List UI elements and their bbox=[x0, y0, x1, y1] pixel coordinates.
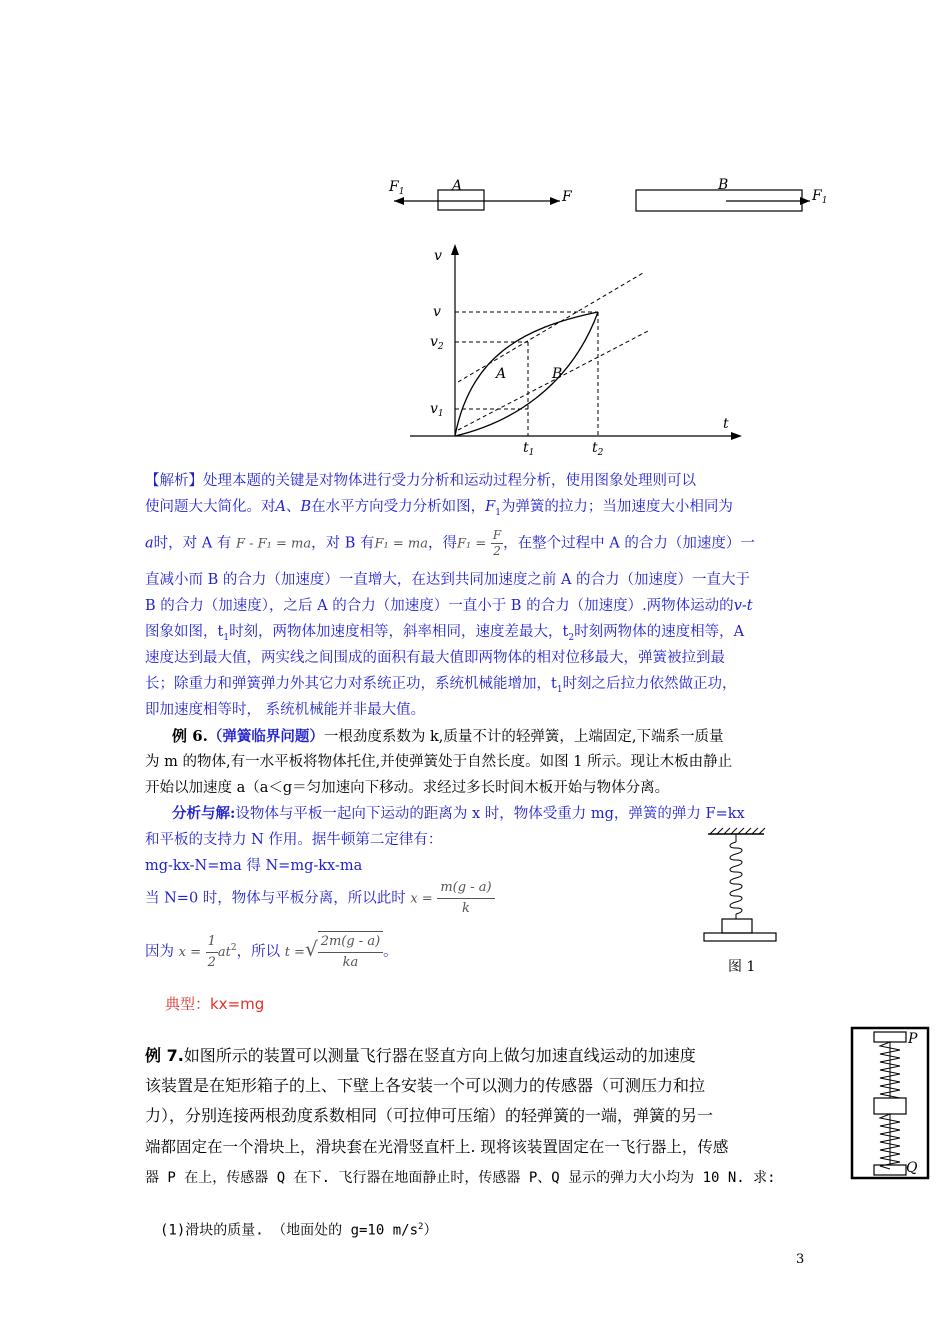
analysis-line-3: a时，对 A 有 F - F₁ = ma，对 B 有F₁ = ma，得F₁ = $\frac{F}{2}$ ，在整个过程中 A 的合力（加速度）一 bbox=[145, 528, 755, 558]
equation-c-fraction: $\frac{F}{2}$ bbox=[492, 528, 502, 558]
example6-sol-5: 因为 x = $\frac{1}{2}$ $at^2$，所以 t =√ $\frac{2m(g - a)}{ka}$ 。 bbox=[145, 931, 398, 973]
force-f1-label-right: $F_1$ bbox=[812, 188, 828, 206]
v-tick-label: v bbox=[433, 304, 441, 320]
example7-question-1: (1)滑块的质量. （地面处的 g=10 $m/s^2$） bbox=[160, 1222, 438, 1239]
example6-line-2: 为 m 的物体,有一水平板将物体托住,并使弹簧处于自然长度。如图 1 所示。现让木板由静止 bbox=[145, 754, 733, 770]
analysis-line-4: 直减小而 B 的合力（加速度）一直增大，在达到共同加速度之前 A 的合力（加速度）一直大于 bbox=[145, 572, 751, 588]
x-axis-label: t bbox=[723, 416, 729, 432]
typical-note: 典型：kx=mg bbox=[165, 995, 265, 1013]
analysis-line-5: B 的合力（加速度），之后 A 的合力（加速度）一直小于 B 的合力（加速度）.两物体运动的v-t bbox=[145, 598, 753, 614]
force-diagram bbox=[380, 170, 840, 220]
analysis-line-6: 图象如图，$t_1$时刻，两物体加速度相等，斜率相同，速度差最大，$t_2$时刻两物体的速度相等，A bbox=[145, 624, 745, 643]
example6-sol-1: 分析与解:设物体与平板一起向下运动的距离为 x 时，物体受重力 mg，弹簧的弹力 F=kx bbox=[172, 805, 745, 822]
sensor-device-figure bbox=[850, 1026, 932, 1182]
analysis-line-8: 长；除重力和弹簧弹力外其它力对系统正功，系统机械能增加，$t_1$时刻之后拉力依然做正功， bbox=[145, 676, 737, 695]
example6-line-3: 开始以加速度 a（a＜g＝匀加速向下移动。求经过多长时间木板开始与物体分离。 bbox=[145, 780, 670, 796]
example6-tag: （弹簧临界问题） bbox=[207, 728, 324, 745]
curve-b-label: B bbox=[552, 366, 563, 382]
analysis-line-2: 使问题大大简化。对A、B在水平方向受力分析如图，$F_1$为弹簧的拉力；当加速度大小相同为 bbox=[145, 499, 733, 518]
box-a-label: A bbox=[452, 178, 463, 194]
analysis-line-7: 速度达到最大值，两实线之间围成的面积有最大值即两物体的相对位移最大，弹簧被拉到最 bbox=[145, 650, 725, 666]
t2-tick-label: $t_2$ bbox=[592, 440, 604, 458]
example7-line-2: 该装置是在矩形箱子的上、下壁上各安装一个可以测力的传感器（可测压力和拉 bbox=[145, 1076, 706, 1095]
force-f1-label-left: $F_1$ bbox=[389, 179, 405, 197]
v1-tick-label: $v_1$ bbox=[430, 401, 444, 419]
example7-line-4: 端都固定在一个滑块上，滑块套在光滑竖直杆上. 现将该装置固定在一飞行器上，传感 bbox=[145, 1138, 729, 1156]
figure-1-caption: 图 1 bbox=[728, 959, 756, 975]
analysis-line-1: 【解析】处理本题的关键是对物体进行受力分析和运动过程分析，使用图象处理则可以 bbox=[145, 473, 696, 489]
example6-label: 例 6. bbox=[172, 727, 208, 745]
vt-graph bbox=[400, 238, 750, 460]
analysis-line-9: 即加速度相等时， 系统机械能并非最大值。 bbox=[145, 702, 426, 718]
equation-c-lhs: F₁ = bbox=[456, 536, 487, 552]
example7-line-1: 例 7.如图所示的装置可以测量飞行器在竖直方向上做匀加速直线运动的加速度 bbox=[145, 1046, 696, 1065]
page-number: 3 bbox=[796, 1252, 805, 1267]
spring-figure-1 bbox=[700, 826, 780, 976]
example7-line-3: 力），分别连接两根劲度系数相同（可拉伸可压缩）的轻弹簧的一端，弹簧的另一 bbox=[145, 1106, 714, 1125]
sensor-q-label: Q bbox=[906, 1160, 918, 1176]
example7-label: 例 7. bbox=[145, 1046, 184, 1065]
force-f-label: F bbox=[562, 189, 572, 205]
y-axis-label: v bbox=[434, 248, 442, 264]
equation-a: F - F₁ = ma bbox=[235, 536, 312, 552]
sensor-p-label: P bbox=[908, 1031, 918, 1047]
example7-line-5: 器 P 在上，传感器 Q 在下. 飞行器在地面静止时，传感器 P、Q 显示的弹力大小均为 10 N. 求: bbox=[145, 1170, 776, 1186]
equation-b: F₁ = ma bbox=[374, 536, 428, 552]
example6-line-1: 例 6.（弹簧临界问题）一根劲度系数为 k,质量不计的轻弹簧，上端固定,下端系一质量 bbox=[172, 727, 724, 745]
example6-sol-4: 当 N=0 时，物体与平板分离，所以此时 x = $\frac{m(g - a)}{k}$ bbox=[145, 878, 495, 919]
t1-tick-label: $t_1$ bbox=[523, 440, 535, 458]
curve-a-label: A bbox=[496, 366, 507, 382]
box-b-label: B bbox=[718, 177, 729, 193]
example6-sol-3: mg-kx-N=ma 得 N=mg-kx-ma bbox=[145, 858, 363, 874]
v2-tick-label: $v_2$ bbox=[430, 334, 444, 352]
example6-sol-2: 和平板的支持力 N 作用。据牛顿第二定律有： bbox=[145, 832, 443, 848]
